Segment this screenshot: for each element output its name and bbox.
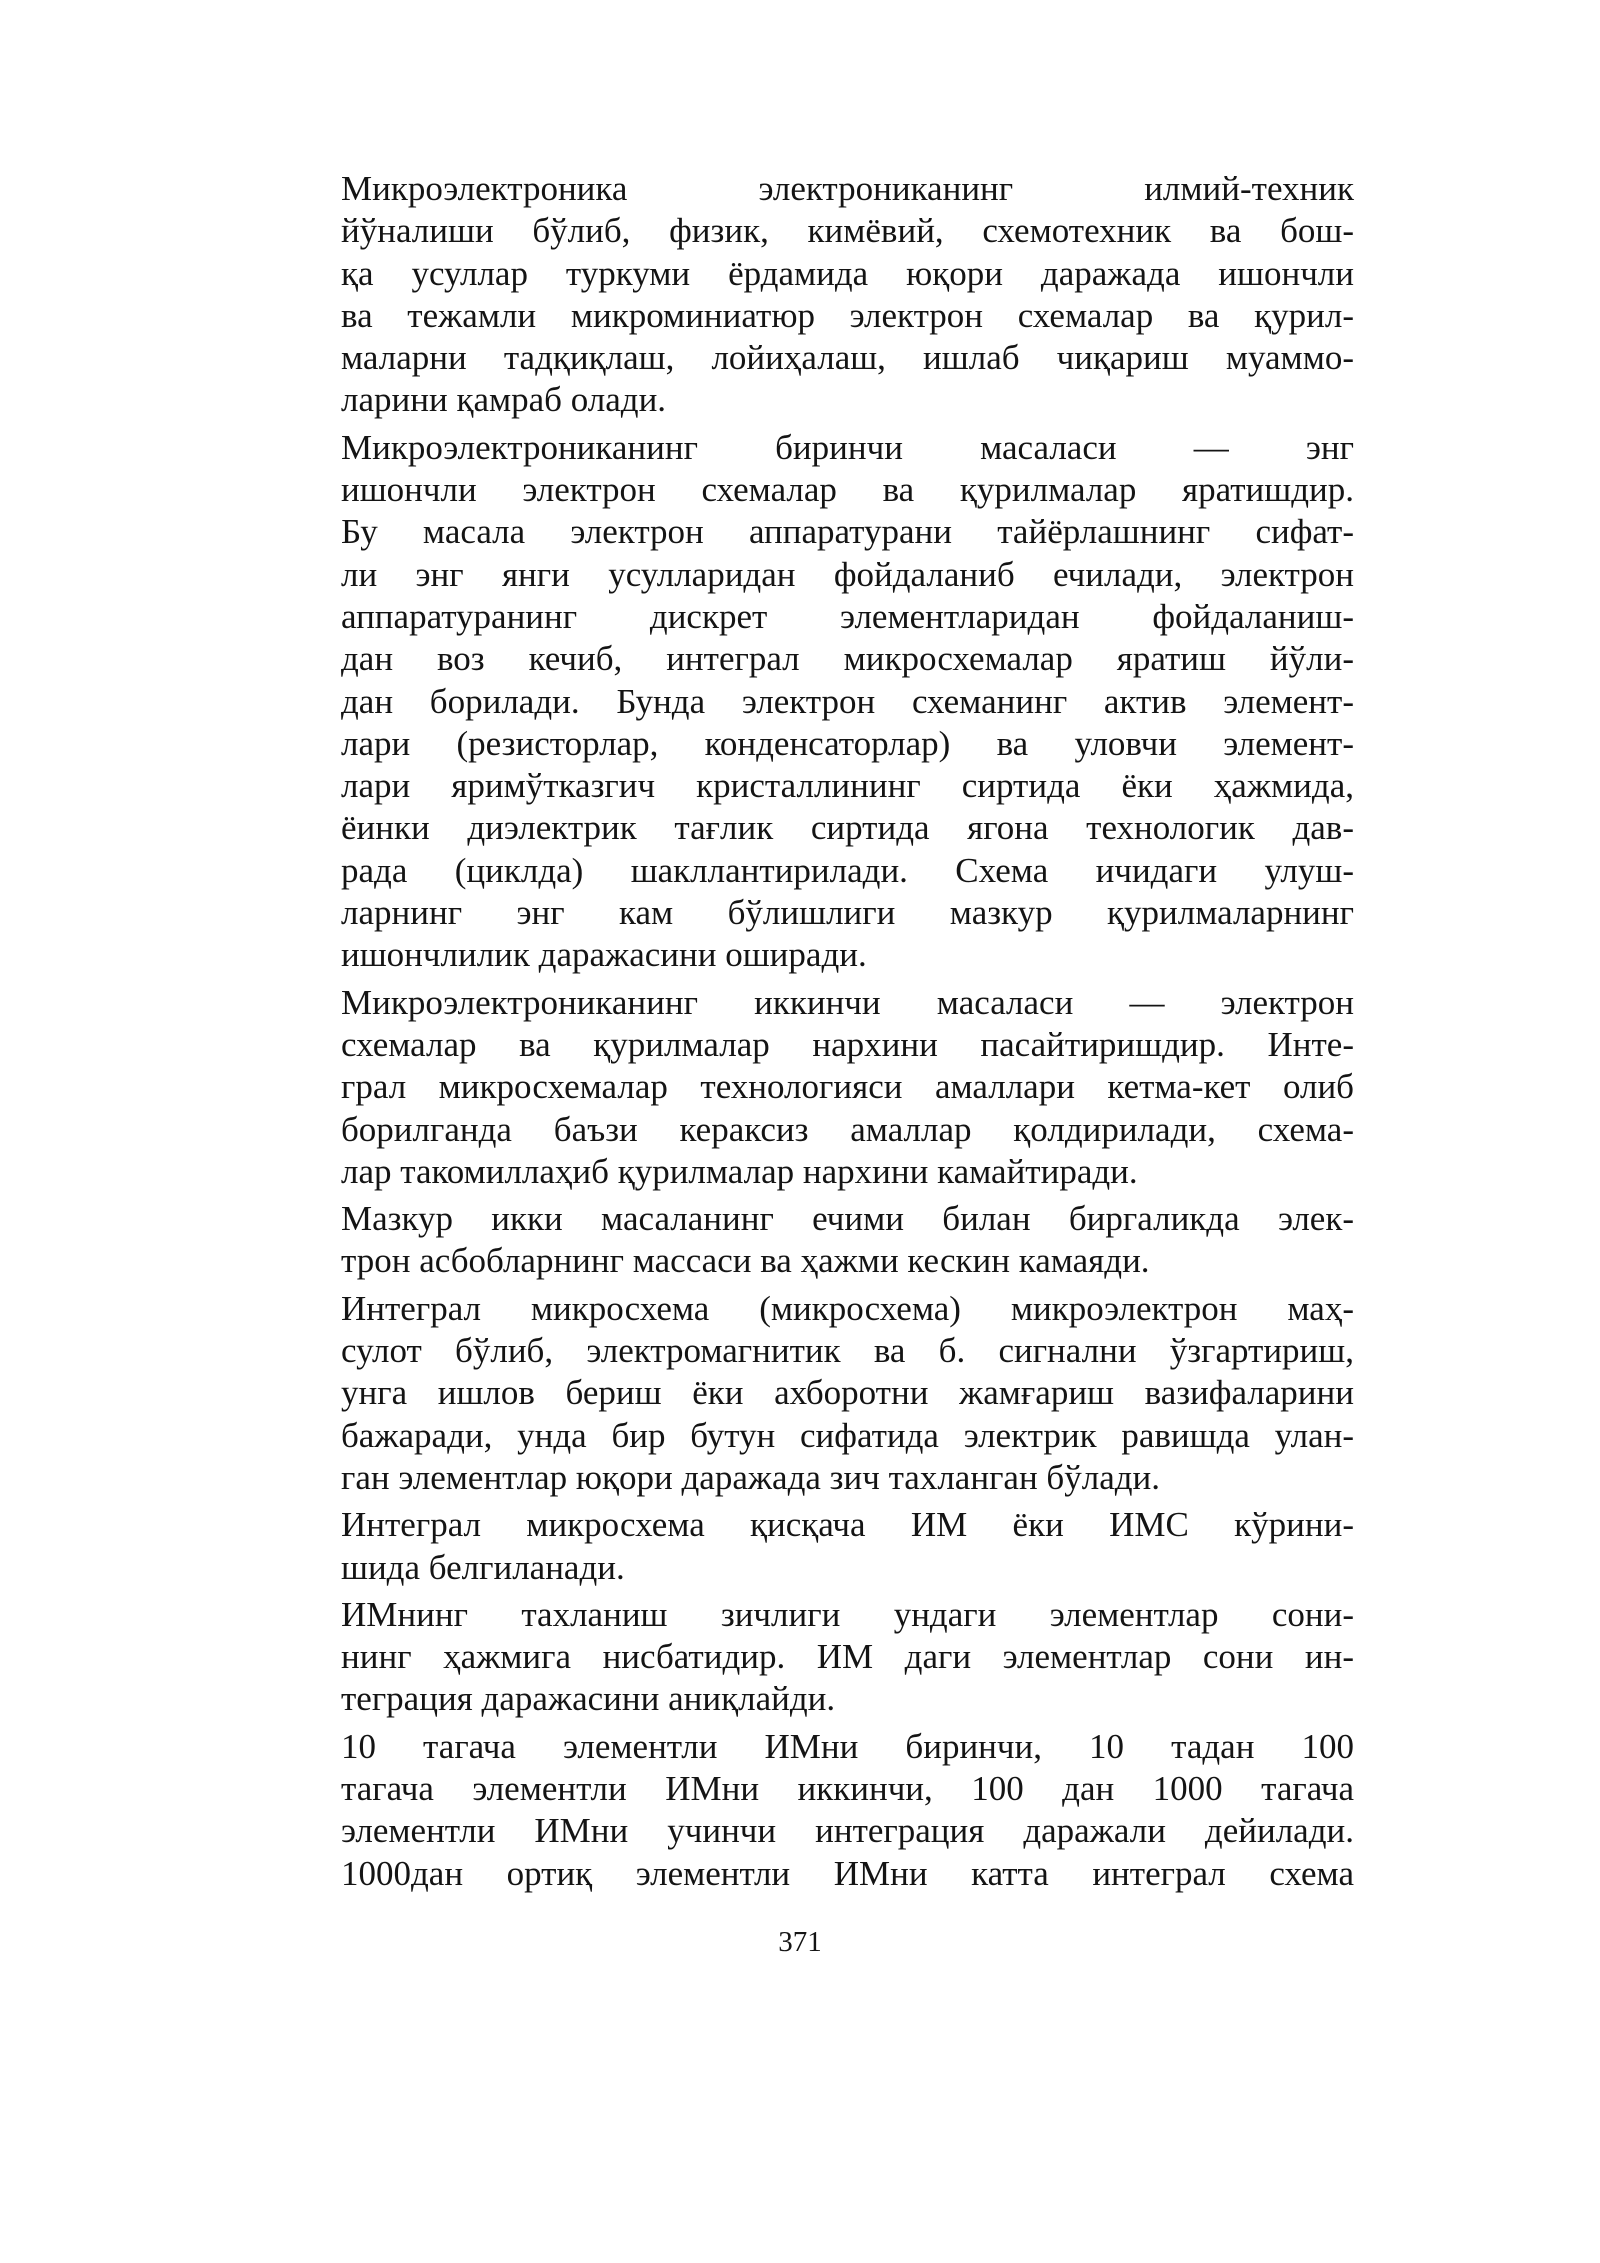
text-line: схемалар ва қурилмалар нархини пасайтиришдир. Инте- xyxy=(341,1024,1354,1064)
paragraph xyxy=(274,168,1354,422)
text-line: нинг ҳажмига нисбатидир. ИМ даги элементлар сони ин- xyxy=(341,1637,1354,1677)
text-line: ишончли электрон схемалар ва қурилмалар яратишдир. xyxy=(341,470,1354,510)
text-line: сулот бўлиб, электромагнитик ва б. сигнални ўзгартириш, xyxy=(341,1331,1354,1371)
paragraph xyxy=(274,1726,1354,1895)
text-line: ган элементлар юқори даражада зич тахланган бўлади. xyxy=(341,1457,1161,1497)
text-line: тагача элементли ИМни иккинчи, 100 дан 1000 тагача xyxy=(341,1768,1354,1808)
text-line: ИМнинг тахланиш зичлиги ундаги элементлар сони- xyxy=(341,1594,1354,1634)
text-line: лар такомиллаҳиб қурилмалар нархини камайтиради. xyxy=(341,1151,1138,1191)
text-line: Мазкур икки масаланинг ечими билан биргаликда элек- xyxy=(341,1199,1354,1239)
text-line: шида белгиланади. xyxy=(341,1547,625,1587)
text-line: 10 тагача элементли ИМни биринчи, 10 тадан 100 xyxy=(341,1726,1354,1766)
text-line: теграция даражасини аниқлайди. xyxy=(341,1679,836,1719)
text-line: ларнинг энг кам бўлишлиги мазкур қурилмаларнинг xyxy=(341,893,1354,933)
text-line: элементли ИМни учинчи интеграция даражали дейилади. xyxy=(341,1811,1354,1851)
text-line: йўналиши бўлиб, физик, кимёвий, схемотехник ва бош- xyxy=(341,211,1354,251)
paragraph xyxy=(274,427,1354,977)
text-line: трон асбобларнинг массаси ва ҳажми кескин камаяди. xyxy=(341,1241,1150,1281)
text-line: бажаради, унда бир бутун сифатида электрик равишда улан- xyxy=(341,1415,1354,1455)
text-line: қа усуллар туркуми ёрдамида юқори даражада ишончли xyxy=(341,253,1354,293)
text-line: борилганда баъзи кераксиз амаллар қолдирилади, схема- xyxy=(341,1109,1354,1149)
text-line: Микроэлектроника электрониканинг илмий-техник xyxy=(341,169,1354,208)
text-line: ёинки диэлектрик тағлик сиртида ягона технологик дав- xyxy=(341,808,1354,848)
text-line: унга ишлов бериш ёки ахборотни жамғариш вазифаларини xyxy=(341,1373,1354,1413)
text-line: лари (резисторлар, конденсаторлар) ва уловчи элемент- xyxy=(341,723,1354,763)
text-line: ишончлилик даражасини оширади. xyxy=(341,935,867,975)
text-line: маларни тадқиқлаш, лойиҳалаш, ишлаб чиқариш муаммо- xyxy=(341,338,1354,378)
paragraph xyxy=(274,982,1354,1193)
text-line: 1000дан ортиқ элементли ИМни катта интеграл схема xyxy=(341,1853,1354,1893)
text-line: ларини қамраб олади. xyxy=(341,380,667,420)
page-body xyxy=(274,168,1354,1900)
text-line: рада (циклда) шакллантирилади. Схема ичидаги улуш- xyxy=(341,850,1354,890)
paragraph xyxy=(274,1594,1354,1721)
text-line: Интеграл микросхема қисқача ИМ ёки ИМС кўрини- xyxy=(341,1505,1354,1545)
paragraph xyxy=(274,1198,1354,1283)
text-line: грал микросхемалар технологияси амаллари кетма-кет олиб xyxy=(341,1067,1354,1107)
paragraph xyxy=(274,1288,1354,1499)
text-line: дан борилади. Бунда электрон схеманинг актив элемент- xyxy=(341,681,1354,721)
text-line: лари яримўтказгич кристаллининг сиртида ёки ҳажмида, xyxy=(341,766,1354,806)
text-line: аппаратуранинг дискрет элементларидан фойдаланиш- xyxy=(341,596,1354,636)
text-line: дан воз кечиб, интеграл микросхемалар яратиш йўли- xyxy=(341,639,1354,679)
text-line: Бу масала электрон аппаратурани тайёрлашнинг сифат- xyxy=(341,512,1354,552)
paragraph xyxy=(274,1504,1354,1589)
text-line: Интеграл микросхема (микросхема) микроэлектрон маҳ- xyxy=(341,1288,1354,1328)
page-number: 371 xyxy=(778,1926,822,1958)
text-line: ва тежамли микроминиатюр электрон схемалар ва қурил- xyxy=(341,295,1354,335)
text-line: ли энг янги усулларидан фойдаланиб ечилади, электрон xyxy=(341,554,1354,594)
text-line: Микроэлектрониканинг иккинчи масаласи — электрон xyxy=(341,982,1354,1022)
text-line: Микроэлектрониканинг биринчи масаласи — энг xyxy=(341,427,1354,467)
